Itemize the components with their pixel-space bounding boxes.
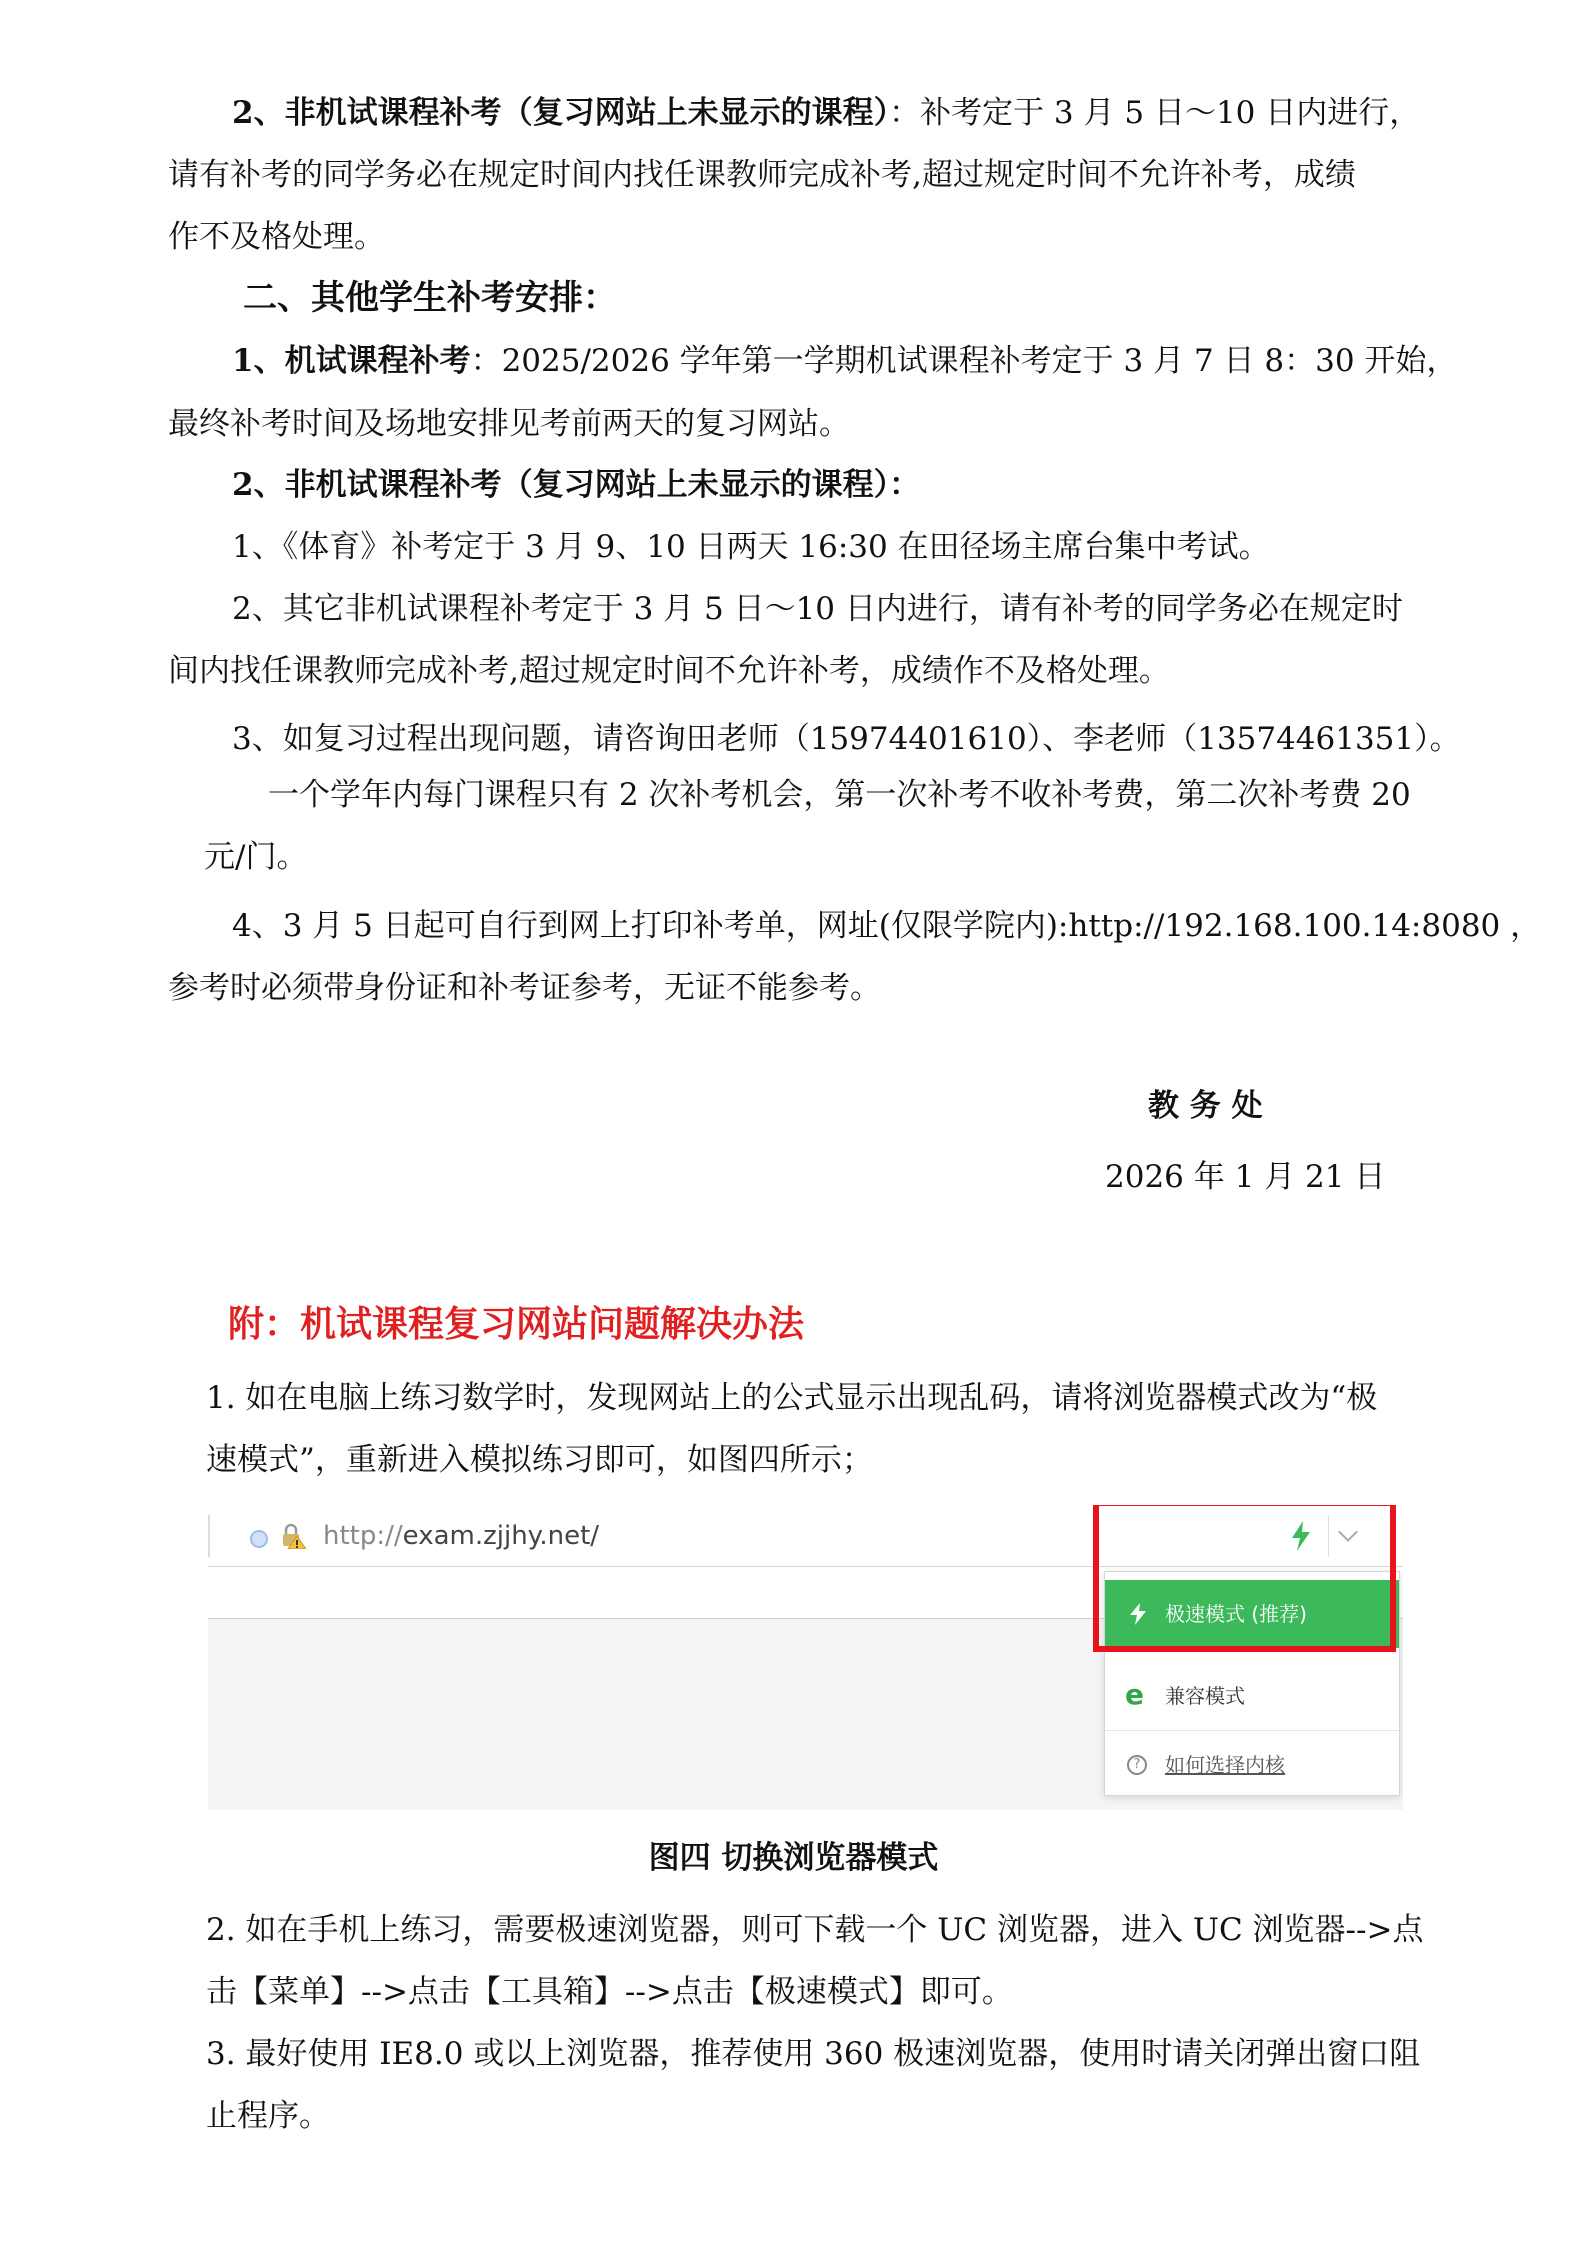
section2-item4-line1: 4、3 月 5 日起可自行到网上打印补考单，网址(仅限学院内):http://192.168.100.14:8080 ， xyxy=(232,908,1542,944)
section2-item1-line2: 最终补考时间及场地安排见考前两天的复习网站。 xyxy=(168,406,850,442)
section2-item4-line2: 参考时必须带身份证和补考证参考，无证不能参考。 xyxy=(168,970,881,1006)
signature-office: 教 务 处 xyxy=(1148,1088,1263,1124)
menu-item-compat-mode[interactable] xyxy=(1105,1662,1399,1730)
section2-sub2-line2: 间内找任课教师完成补考,超过规定时间不允许补考，成绩作不及格处理。 xyxy=(168,653,1170,689)
ie-e-icon: e xyxy=(1125,1678,1144,1711)
highlight-box xyxy=(1093,1505,1396,1652)
appendix-title: 附：机试课程复习网站问题解决办法 xyxy=(228,1303,805,1345)
fee-note-line1: 一个学年内每门课程只有 2 次补考机会，第一次补考不收补考费，第二次补考费 20 xyxy=(268,777,1411,813)
lock-warning-icon xyxy=(280,1523,306,1549)
signature-date: 2026 年 1 月 21 日 xyxy=(1105,1159,1386,1195)
section1-item2-line2: 请有补考的同学务必在规定时间内找任课教师完成补考,超过规定时间不允许补考，成绩 xyxy=(168,157,1356,193)
appendix-p2-line2: 击【菜单】-->点击【工具箱】-->点击【极速模式】即可。 xyxy=(206,1974,1013,2010)
globe-icon xyxy=(250,1530,268,1548)
menu-item-how-to-choose[interactable] xyxy=(1105,1730,1399,1798)
browser-mode-figure xyxy=(208,1505,1403,1810)
menu-item-fast-mode-label: 极速模式 (推荐) xyxy=(1165,1602,1307,1626)
appendix-p1-line1: 1. 如在电脑上练习数学时，发现网站上的公式显示出现乱码，请将浏览器模式改为“极 xyxy=(206,1380,1378,1416)
section1-item2-line3: 作不及格处理。 xyxy=(168,219,385,255)
section1-item2-rest: ：补考定于 3 月 5 日～10 日内进行， xyxy=(889,95,1421,131)
appendix-p1-line2: 速模式”，重新进入模拟练习即可，如图四所示； xyxy=(206,1442,873,1478)
section2-sub2-line1: 2、其它非机试课程补考定于 3 月 5 日～10 日内进行，请有补考的同学务必在规定时 xyxy=(232,591,1403,627)
fee-note-line2: 元/门。 xyxy=(204,839,308,875)
appendix-p3-line2: 止程序。 xyxy=(206,2098,330,2134)
section2-sub1: 1、《体育》补考定于 3 月 9、10 日两天 16:30 在田径场主席台集中考试。 xyxy=(232,529,1270,565)
section2-item3: 3、如复习过程出现问题，请咨询田老师（15974401610）、李老师（13574461351）。 xyxy=(232,721,1461,757)
url-text[interactable] xyxy=(323,1519,599,1553)
section2-item2-heading: 2、非机试课程补考（复习网站上未显示的课程）： xyxy=(232,467,921,503)
section1-item2-lead: 2、非机试课程补考（复习网站上未显示的课程） xyxy=(232,95,890,131)
section2-item1-lead: 1、机试课程补考 xyxy=(232,343,471,379)
menu-item-compat-mode-label: 兼容模式 xyxy=(1165,1684,1245,1708)
section2-heading: 二、其他学生补考安排： xyxy=(243,278,617,318)
section2-item1-line1 xyxy=(232,341,1457,381)
address-bar-divider xyxy=(208,1515,210,1557)
section2-item1-rest: ：2025/2026 学年第一学期机试课程补考定于 3 月 7 日 8：30 开始， xyxy=(470,343,1458,379)
url-protocol: http:// xyxy=(323,1521,403,1551)
figure-caption: 图四 切换浏览器模式 xyxy=(648,1840,939,1876)
menu-item-how-to-choose-label: 如何选择内核 xyxy=(1165,1753,1285,1777)
question-circle-icon: ? xyxy=(1127,1755,1147,1775)
appendix-p2-line1: 2. 如在手机上练习，需要极速浏览器，则可下载一个 UC 浏览器，进入 UC 浏览器-->点 xyxy=(206,1912,1424,1948)
appendix-p3-line1: 3. 最好使用 IE8.0 或以上浏览器，推荐使用 360 极速浏览器，使用时请关闭弹出窗口阻 xyxy=(206,2036,1421,2072)
section1-item2-line1 xyxy=(232,93,1420,133)
url-host: exam.zjjhy.net/ xyxy=(402,1521,600,1551)
